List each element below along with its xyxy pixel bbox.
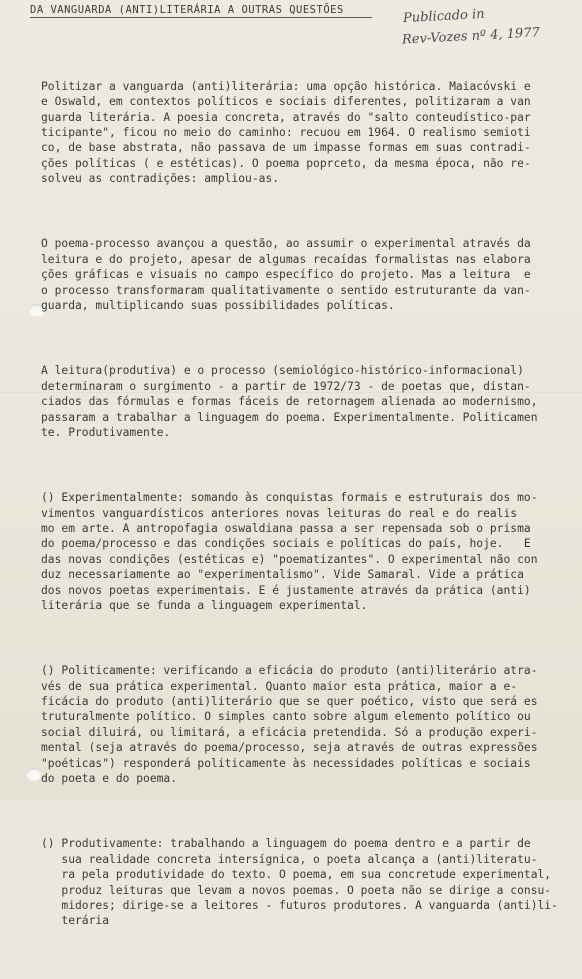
paragraph-politicamente: () Politicamente: verificando a eficácia do produto (anti)literário atra- vés de sua prática experimental. Quanto maior esta prática, maior a e- ficácia do produto (anti)literário que se quer poético, visto que será es truturalmente político. O simples canto sobre algum elemento político ou social diluirá, ou limitará, a eficácia pretendida. Só a produção experi- mental (seja através do poema/processo, seja através de outras expressões "poéticas") responderá politicamente às necessidades políticas e sociais do poeta e do poema. (41, 664, 538, 786)
title-underline (30, 17, 372, 18)
document-title: DA VANGUARDA (ANTI)LITERÁRIA A OUTRAS QUESTÕES (30, 4, 344, 16)
paragraph-experimentalmente: () Experimentalmente: somando às conquistas formais e estruturais dos mo- vimentos vanguardísticos anteriores novas leituras do real e do realis mo em arte. A antropofagia oswaldiana passa a ser repensada sob o prisma do poema/processo e das condições sociais e políticas do país, hoje. E das novas condições (estéticas e) "poematizantes". O experimental não con duz necessariamente ao "experimentalismo". Vide Samaral. Vide a prática dos novos poetas experimentais. E é justamente através da prática (anti) literária que se funda a linguagem experimental. (41, 491, 538, 612)
paragraph-intro: Politizar a vanguarda (anti)literária: uma opção histórica. Maiacóvski e e Oswald, em contextos políticos e sociais diferentes, politizaram a van guarda literária. A poesia concreta, através do "salto conteudístico-par ticipante", ficou no meio do caminho: recuou em 1964. O realismo semioti co, de base abstrata, não passava de um impasse formas em suas contradi- ções políticas ( e estéticas). O poema poprceto, da mesma época, não re- solveu as contradições: ampliou-as. (41, 79, 531, 186)
punch-hole (26, 768, 42, 781)
handwritten-note-line-2: Rev-Vozes nº 4, 1977 (401, 25, 541, 48)
handwritten-note-line-1: Publicado in (402, 6, 485, 27)
paragraph-produtivamente: () Produtivamente: trabalhando a linguagem do poema dentro e a partir de sua realidade concreta intersígnica, o poeta alcança a (anti)literatu- ra pela produtividade do texto. O poema, em sua concretude experimental, produz leituras que levam a novos poemas. O poeta não se dirige a consu- midores; dirige-se a leitores - futuros produtores. A vanguarda (anti)li- terária (41, 837, 558, 928)
paragraph-poema-processo: O poema-processo avançou a questão, ao assumir o experimental através da leitura e do projeto, apesar de algumas recaídas formalistas nas elabora ções gráficas e visuais no campo específico do projeto. Mas a leitura e o processo transformaram qualitativamente o sentido estruturante da van- guarda, multiplicando suas possibilidades políticas. (41, 237, 531, 313)
paragraph-leitura: A leitura(produtiva) e o processo (semiológico-histórico-informacional) determinaram o surgimento - a partir de 1972/73 - de poetas que, distan- ciados das fórmulas e formas fáceis de retornagem alienada ao modernismo, passaram a trabalhar a linguagem do poema. Experimentalmente. Politicamen te. Produtivamente. (41, 364, 538, 439)
document-body (41, 48, 558, 979)
